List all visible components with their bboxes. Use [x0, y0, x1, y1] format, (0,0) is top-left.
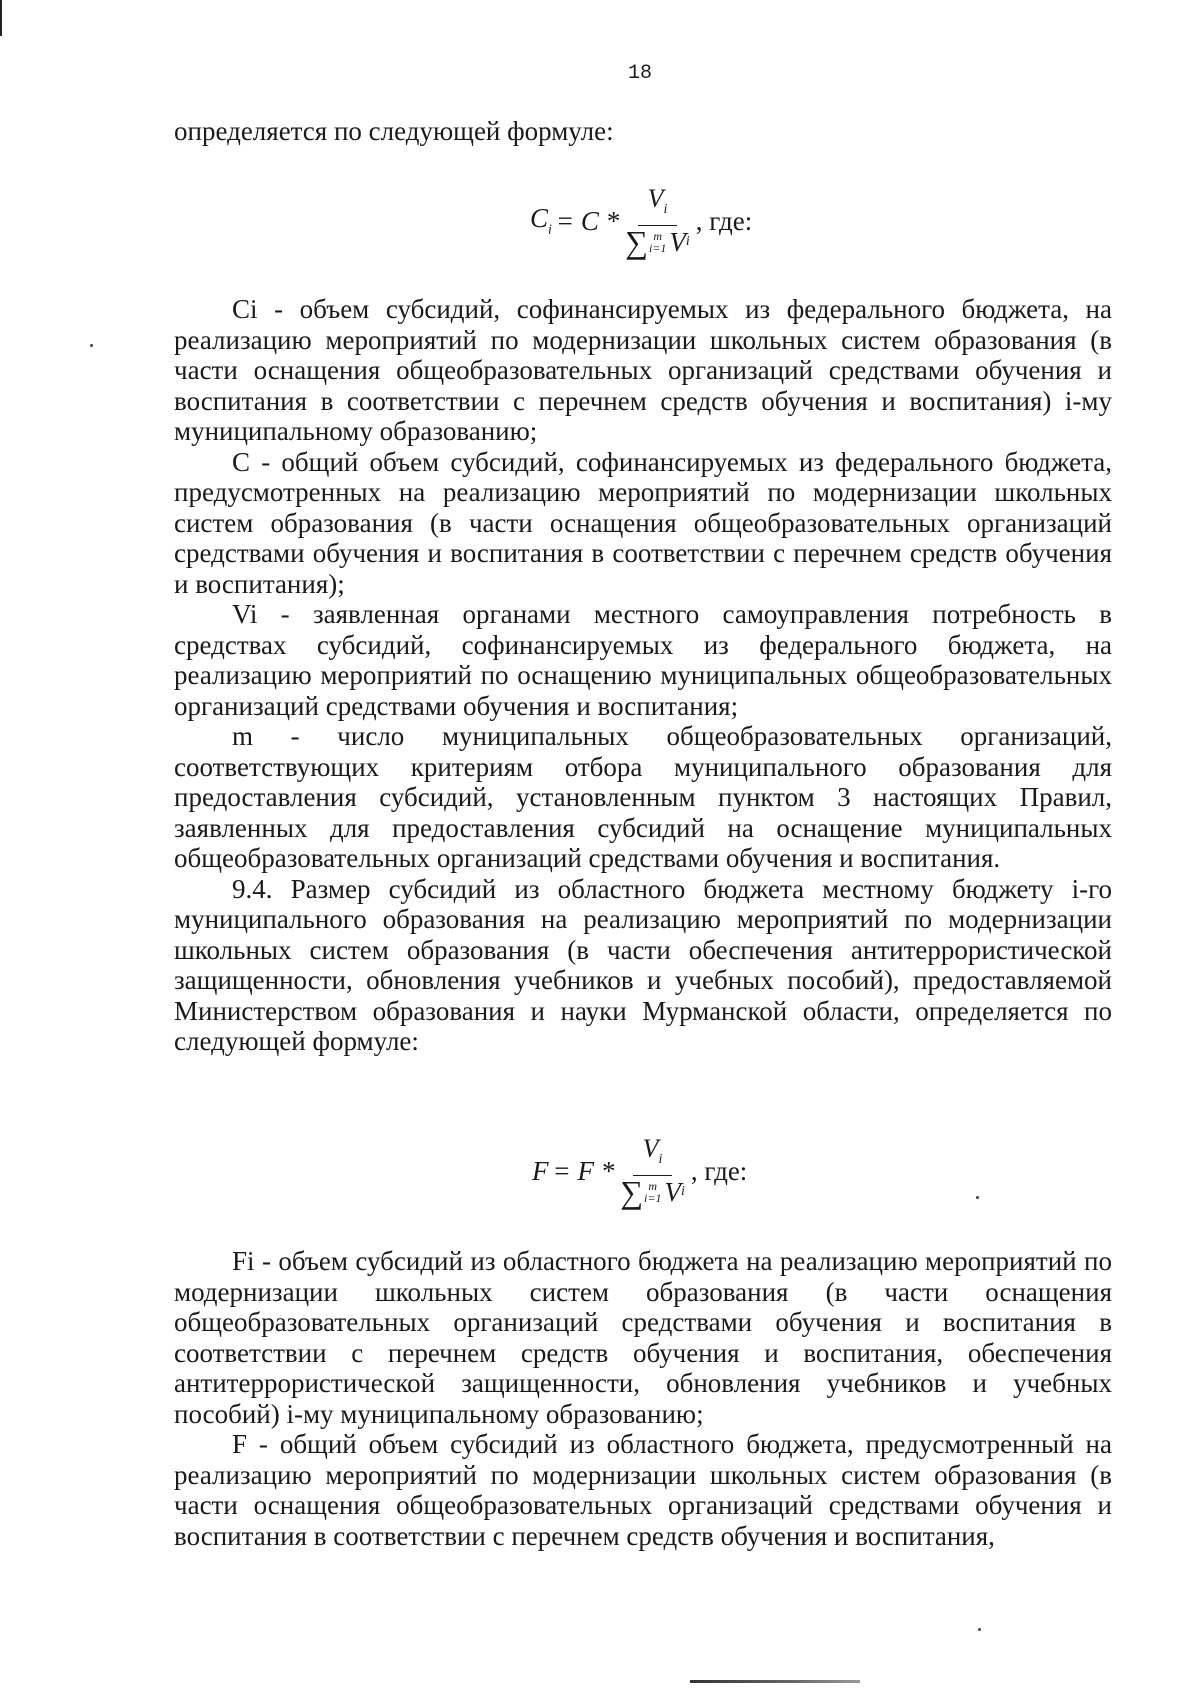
formula-1-lhs: $C_i$ [530, 203, 552, 238]
scan-speck [976, 1196, 979, 1199]
page-number: 18 [627, 62, 652, 85]
definition-ci: Ci - объем субсидий, софинансируемых из федерального бюджета, на реализацию мероприятий по модернизации школьных систем образования (в части оснащения общеобразовательных организаций средствами обучения и воспитания в соответствии с перечнем средств обучения и воспитания) i-му муниципальному образованию; [174, 294, 1112, 446]
formula-2-lhs: F [532, 1155, 549, 1186]
sum-symbol: ∑ [625, 224, 648, 261]
scan-speck [978, 1628, 981, 1631]
formula-2 [532, 1134, 748, 1211]
definition-fi: Fi - объем субсидий из областного бюджета на реализацию мероприятий по модернизации школьных систем образования (в части оснащения общеобразовательных организаций средствами обучения и воспитания в соответствии с перечнем средств обучения и воспитания, обеспечения антитеррористической защищенности, обновления учебников и учебных пособий) i-му муниципальному образованию; [174, 1246, 1112, 1429]
definition-m: m - число муниципальных общеобразовательных организаций, соответствующих критериям отбора муниципального образования для предоставления субсидий, установленным пунктом 3 настоящих Правил, заявленных для предоставления субсидий на оснащение муниципальных общеобразовательных организаций средствами обучения и воспитания. [174, 721, 1112, 873]
formula-1-numerator: $V_i$ [638, 186, 678, 226]
definitions-2 [174, 1246, 1112, 1551]
sum-symbol: ∑ [620, 1174, 644, 1211]
intro-line: определяется по следующей формуле: [174, 116, 614, 146]
sum-limits: m i=1 [644, 1179, 662, 1206]
formula-2-numerator: $V_i$ [633, 1136, 673, 1176]
definition-vi: Vi - заявленная органами местного самоуправления потребность в средствах субсидий, софинансируемых из федерального бюджета, на реализацию мероприятий по оснащению муниципальных общеобразовательных организаций средствами обучения и воспитания; [174, 599, 1112, 721]
formula-2-eq: = F * [552, 1155, 615, 1186]
definitions-1 [174, 294, 1112, 1057]
scan-edge-mark [0, 0, 2, 36]
scan-speck [90, 344, 93, 347]
intro-text [174, 116, 1112, 147]
formula-1 [530, 184, 753, 261]
formula-2-fraction [620, 1134, 685, 1211]
sum-limits: m i=1 [648, 229, 667, 256]
formula-2-suffix: , где: [690, 1155, 748, 1186]
formula-2-denominator: ∑ m i=1 V i [620, 1174, 685, 1211]
formula-1-suffix: , где: [695, 205, 753, 236]
paragraph-9-4: 9.4. Размер субсидий из областного бюджета местному бюджету i-го муниципального образования на реализацию мероприятий по модернизации школьных систем образования (в части обеспечения антитеррористической защищенности, обновления учебников и учебных пособий), предоставляемой Министерством образования и науки Мурманской области, определяется по следующей формуле: [174, 873, 1112, 1056]
formula-1-fraction [625, 184, 690, 261]
definition-f: F - общий объем субсидий из областного бюджета, предусмотренный на реализацию мероприятий по модернизации школьных систем образования (в части оснащения общеобразовательных организаций средствами обучения и воспитания в соответствии с перечнем средств обучения и воспитания, [174, 1429, 1112, 1551]
scan-bottom-mark [690, 1680, 860, 1683]
definition-c: С - общий объем субсидий, софинансируемых из федерального бюджета, предусмотренных на реализацию мероприятий по модернизации школьных систем образования (в части оснащения общеобразовательных организаций средствами обучения и воспитания в соответствии с перечнем средств обучения и воспитания); [174, 446, 1112, 599]
formula-1-eq: = C * [555, 205, 620, 236]
formula-1-denominator: ∑ m i=1 V i [625, 224, 690, 261]
